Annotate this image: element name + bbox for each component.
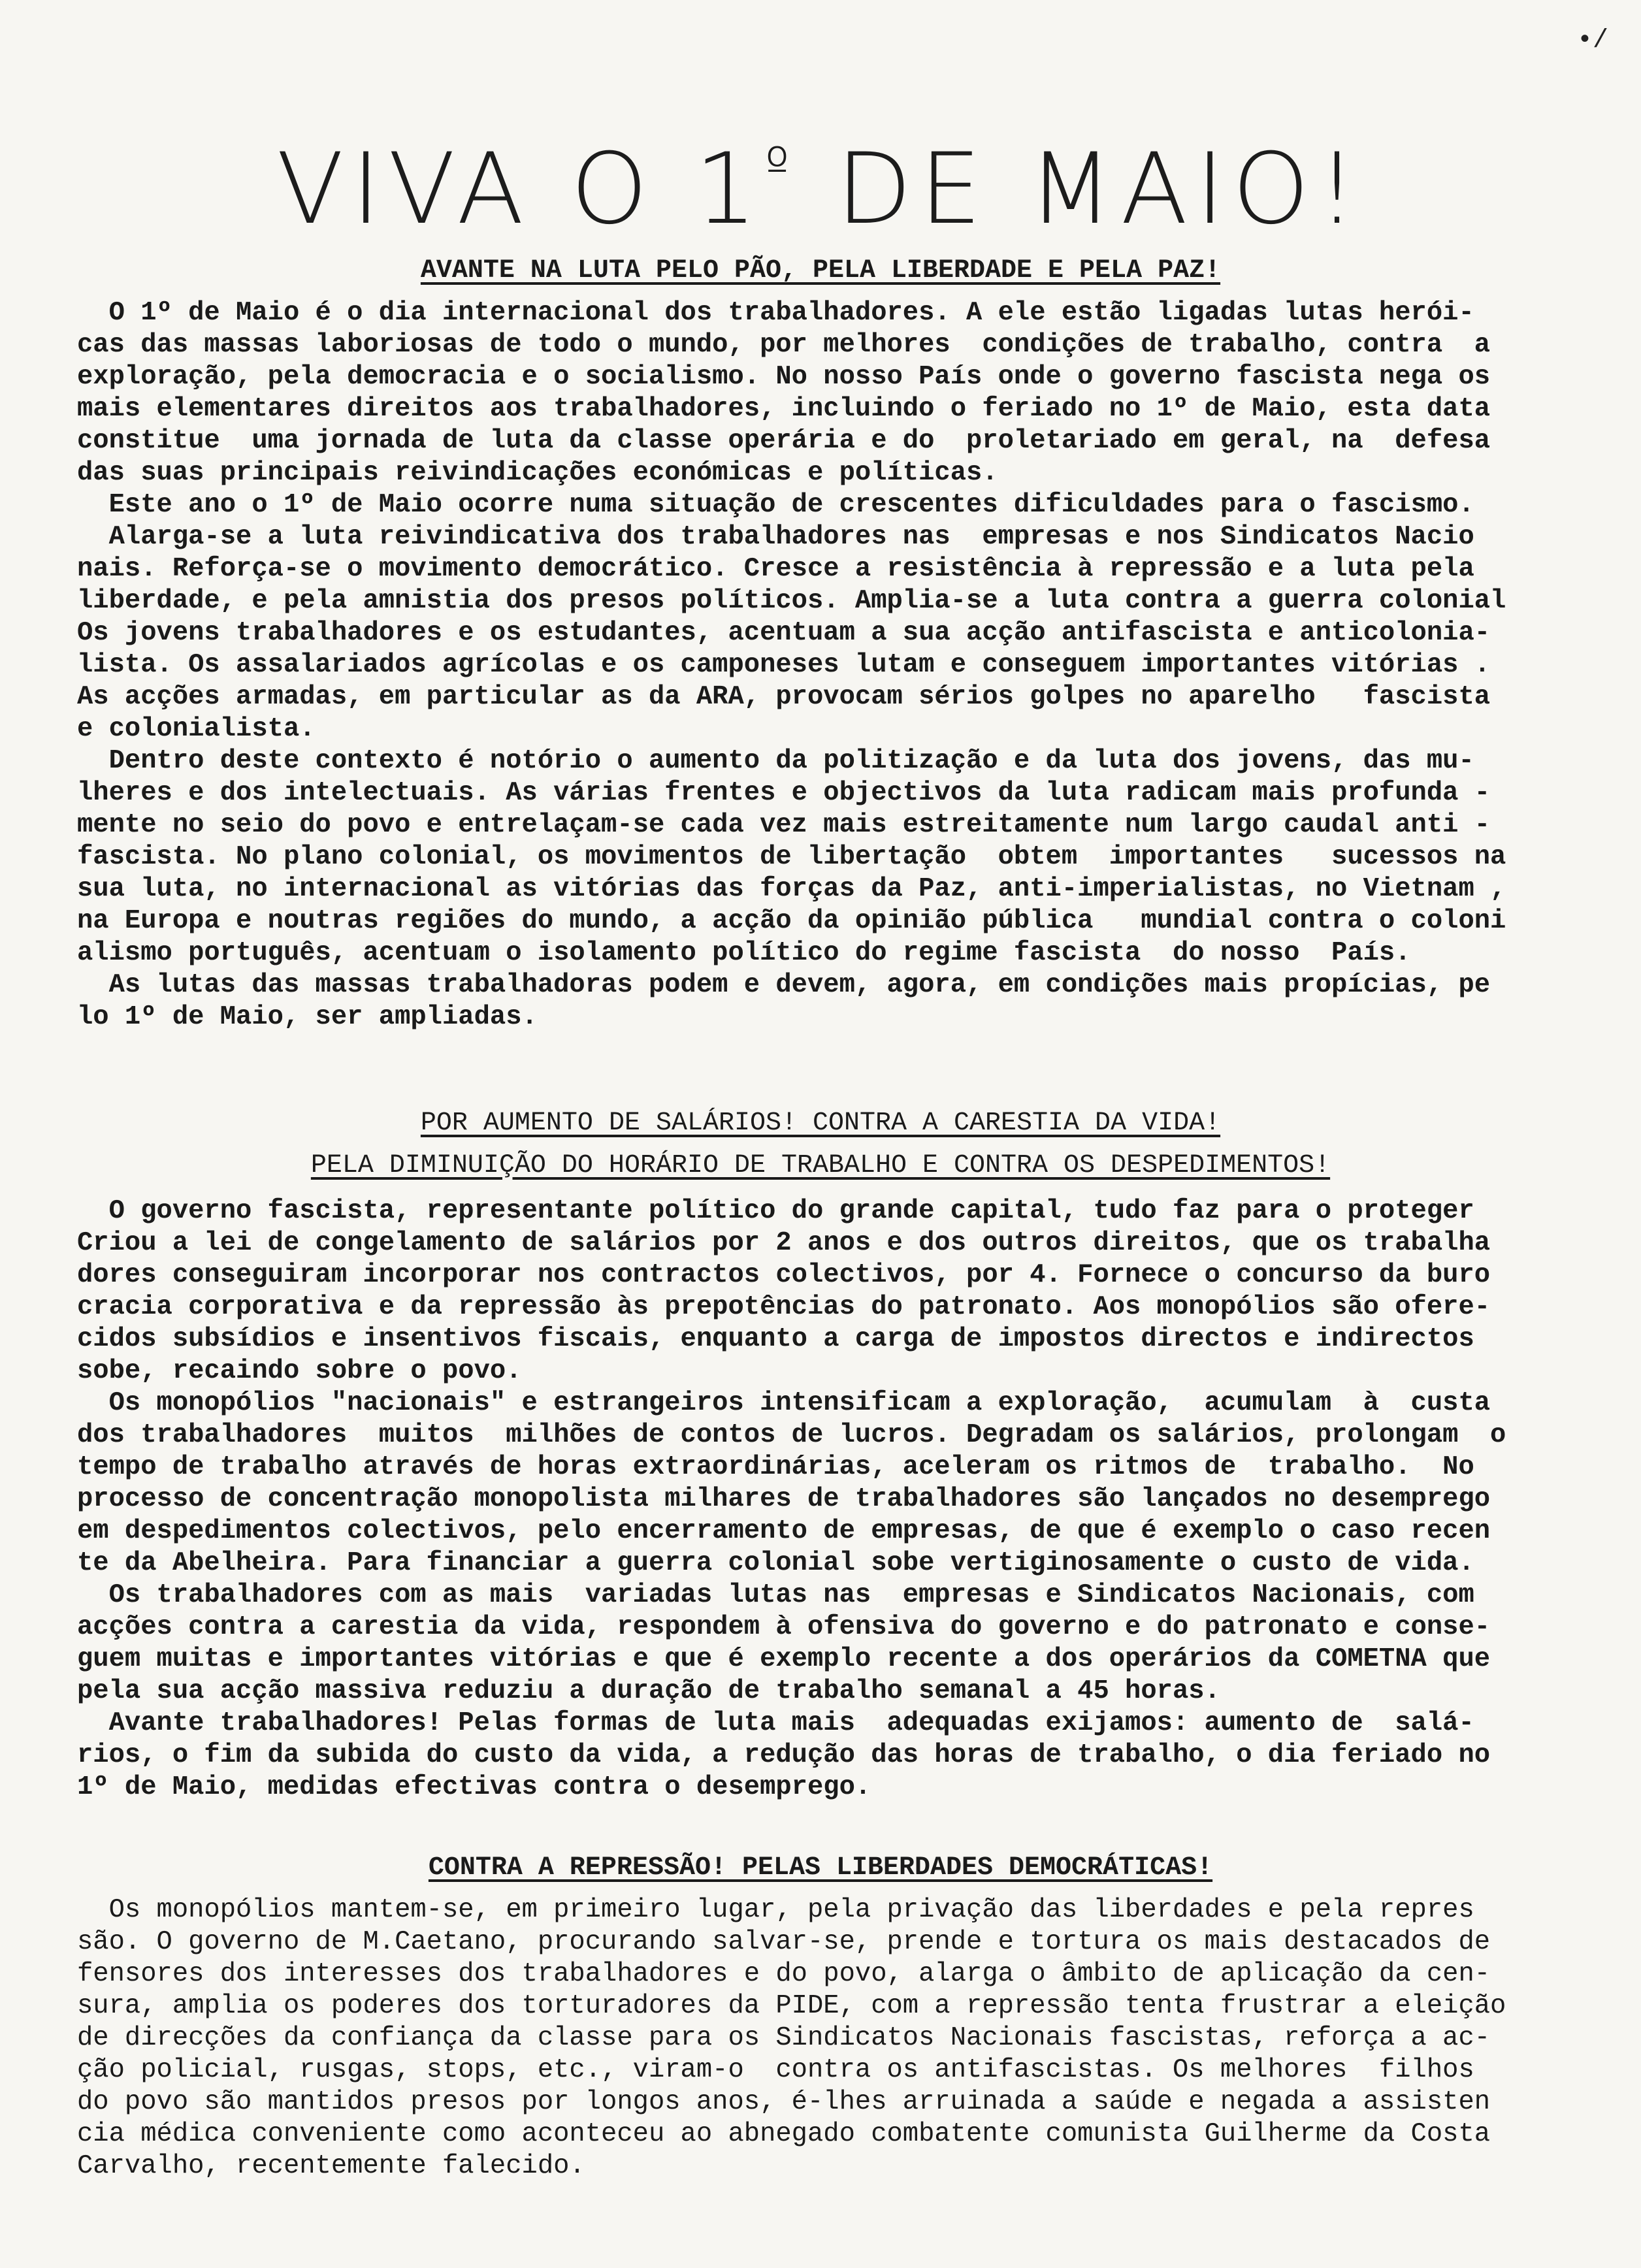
text-line: Este ano o 1º de Maio ocorre numa situação de crescentes dificuldades para o fascismo. xyxy=(77,490,1474,520)
text-line: cas das massas laboriosas de todo o mundo, por melhores condições de trabalho, contra a xyxy=(77,330,1491,360)
text-line: Avante trabalhadores! Pelas formas de luta mais adequadas exijamos: aumento de salá- xyxy=(77,1708,1474,1738)
text-line: cracia corporativa e da repressão às prepotências do patronato. Aos monopólios são ofere- xyxy=(77,1292,1491,1322)
text-line: constitue uma jornada de luta da classe operária e do proletariado em geral, na defesa xyxy=(77,426,1491,456)
text-line: Dentro deste contexto é notório o aumento da politização e da luta dos jovens, das mu- xyxy=(77,746,1474,776)
text-line: Carvalho, recentemente falecido. xyxy=(77,2151,585,2181)
title-main: VIVA O 1 xyxy=(276,133,765,246)
text-line: na Europa e noutras regiões do mundo, a acção da opinião pública mundial contra o coloni xyxy=(77,906,1506,936)
text-line: acções contra a carestia da vida, respondem à ofensiva do governo e do patronato e conse- xyxy=(77,1612,1491,1642)
text-line: cia médica conveniente como aconteceu ao abnegado combatente comunista Guilherme da Costa xyxy=(77,2119,1491,2149)
text-line: Os monopólios mantem-se, em primeiro lugar, pela privação das liberdades e pela repres xyxy=(77,1895,1474,1925)
text-line: pela sua acção massiva reduziu a duração de trabalho semanal a 45 horas. xyxy=(77,1676,1220,1706)
text-line: processo de concentração monopolista milhares de trabalhadores são lançados no desemprego xyxy=(77,1484,1491,1514)
text-line: O 1º de Maio é o dia internacional dos trabalhadores. A ele estão ligadas lutas herói- xyxy=(77,298,1474,328)
page-title xyxy=(0,133,1641,246)
text-line: sua luta, no internacional as vitórias das forças da Paz, anti-imperialistas, no Vietnam , xyxy=(77,874,1506,904)
section-2-body xyxy=(77,1195,1547,1804)
text-line: alismo português, acentuam o isolamento político do regime fascista do nosso País. xyxy=(77,938,1411,968)
text-line: sobe, recaindo sobre o povo. xyxy=(77,1356,522,1386)
text-line: tempo de trabalho através de horas extraordinárias, aceleram os ritmos de trabalho. No xyxy=(77,1452,1474,1482)
title-ordinal: º xyxy=(764,137,798,197)
text-line: nais. Reforça-se o movimento democrático. Cresce a resistência à repressão e a luta pela xyxy=(77,554,1474,584)
text-line: dores conseguiram incorporar nos contractos colectivos, por 4. Fornece o concurso da buro xyxy=(77,1260,1491,1290)
text-line: Alarga-se a luta reivindicativa dos trabalhadores nas empresas e nos Sindicatos Nacio xyxy=(77,522,1474,552)
corner-mark: •/ xyxy=(1576,26,1608,56)
text-line: exploração, pela democracia e o socialismo. No nosso País onde o governo fascista nega os xyxy=(77,362,1491,392)
text-line: fensores dos interesses dos trabalhadores e do povo, alarga o âmbito de aplicação da cen- xyxy=(77,1959,1491,1989)
text-line: fascista. No plano colonial, os movimentos de libertação obtem importantes sucessos na xyxy=(77,842,1506,872)
text-line: e colonialista. xyxy=(77,714,316,744)
text-line: do povo são mantidos presos por longos anos, é-lhes arruinada a saúde e negada a assisten xyxy=(77,2087,1491,2117)
subtitle-2b: PELA DIMINUIÇÃO DO HORÁRIO DE TRABALHO E CONTRA OS DESPEDIMENTOS! xyxy=(310,1151,1331,1180)
text-line: ção policial, rusgas, stops, etc., viram-o contra os antifascistas. Os melhores filhos xyxy=(77,2055,1474,2085)
text-line: dos trabalhadores muitos milhões de contos de lucros. Degradam os salários, prolongam o xyxy=(77,1420,1506,1450)
text-line: são. O governo de M.Caetano, procurando salvar-se, prende e tortura os mais destacados de xyxy=(77,1927,1491,1957)
text-line: lheres e dos intelectuais. As várias frentes e objectivos da luta radicam mais profunda - xyxy=(77,778,1491,808)
subtitle-2a: POR AUMENTO DE SALÁRIOS! CONTRA A CARESTIA DA VIDA! xyxy=(420,1109,1221,1138)
text-line: Os trabalhadores com as mais variadas lutas nas empresas e Sindicatos Nacionais, com xyxy=(77,1580,1474,1610)
text-line: em despedimentos colectivos, pelo encerramento de empresas, de que é exemplo o caso recen xyxy=(77,1516,1491,1546)
subtitle-3: CONTRA A REPRESSÃO! PELAS LIBERDADES DEMOCRÁTICAS! xyxy=(428,1853,1213,1883)
title-rest: DE MAIO! xyxy=(797,133,1365,246)
text-line: cidos subsídios e insentivos fiscais, enquanto a carga de impostos directos e indirectos xyxy=(77,1324,1474,1354)
text-line: As lutas das massas trabalhadoras podem e devem, agora, em condições mais propícias, pe xyxy=(77,970,1491,1000)
text-line: 1º de Maio, medidas efectivas contra o desemprego. xyxy=(77,1772,871,1802)
text-line: As acções armadas, em particular as da ARA, provocam sérios golpes no aparelho fascista xyxy=(77,682,1491,712)
subtitle-1: AVANTE NA LUTA PELO PÃO, PELA LIBERDADE E PELA PAZ! xyxy=(420,256,1221,285)
text-line: Os monopólios "nacionais" e estrangeiros intensificam a exploração, acumulam à custa xyxy=(77,1388,1491,1418)
text-line: das suas principais reivindicações económicas e políticas. xyxy=(77,458,998,488)
text-line: te da Abelheira. Para financiar a guerra colonial sobe vertiginosamente o custo de vida. xyxy=(77,1548,1474,1578)
text-line: Os jovens trabalhadores e os estudantes, acentuam a sua acção antifascista e anticolonia- xyxy=(77,618,1491,648)
text-line: mais elementares direitos aos trabalhadores, incluindo o feriado no 1º de Maio, esta data xyxy=(77,394,1491,424)
text-line: O governo fascista, representante político do grande capital, tudo faz para o proteger xyxy=(77,1196,1474,1226)
text-line: mente no seio do povo e entrelaçam-se cada vez mais estreitamente num largo caudal anti - xyxy=(77,810,1491,840)
text-line: guem muitas e importantes vitórias e que é exemplo recente a dos operários da COMETNA que xyxy=(77,1644,1491,1674)
section-3-body xyxy=(77,1894,1547,2182)
text-line: lista. Os assalariados agrícolas e os camponeses lutam e conseguem importantes vitórias . xyxy=(77,650,1491,680)
text-line: sura, amplia os poderes dos torturadores da PIDE, com a repressão tenta frustrar a eleição xyxy=(77,1991,1506,2021)
section-1-body xyxy=(77,297,1547,1033)
text-line: rios, o fim da subida do custo da vida, a redução das horas de trabalho, o dia feriado no xyxy=(77,1740,1491,1770)
text-line: lo 1º de Maio, ser ampliadas. xyxy=(77,1002,538,1032)
text-line: Criou a lei de congelamento de salários por 2 anos e dos outros direitos, que os trabalha xyxy=(77,1228,1491,1258)
text-line: liberdade, e pela amnistia dos presos políticos. Amplia-se a luta contra a guerra colonial xyxy=(77,586,1506,616)
text-line: de direcções da confiança da classe para os Sindicatos Nacionais fascistas, reforça a ac- xyxy=(77,2023,1491,2053)
